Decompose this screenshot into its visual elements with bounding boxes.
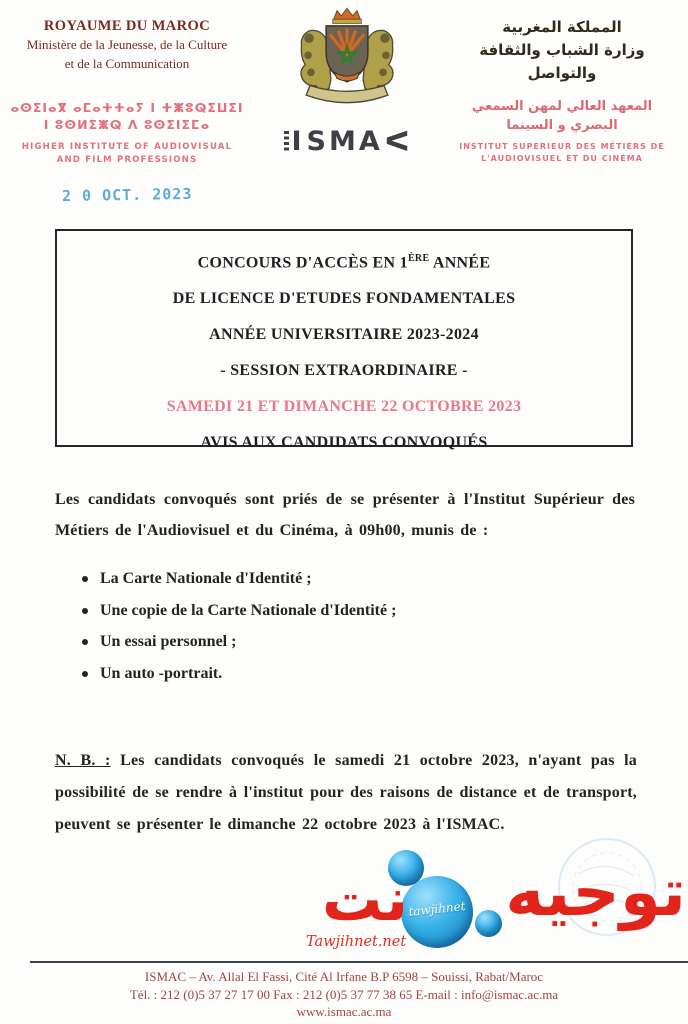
required-documents-list <box>100 563 600 689</box>
notice-title-line4: - SESSION EXTRAORDINAIRE - <box>220 362 468 380</box>
watermark-arabic-net: نت <box>322 865 409 935</box>
footer-contact-block <box>0 968 688 1021</box>
footer-website: www.ismac.ac.ma <box>296 1004 392 1019</box>
tawjihnet-watermark <box>300 848 688 966</box>
country-name: ROYAUME DU MAROC <box>43 18 211 34</box>
intro-paragraph: Les candidats convoqués sont priés de se présenter à l'Institut Supérieur des Métiers de l'Audiovisuel et du Cinéma, à 09h00, munis de : <box>55 491 635 539</box>
coat-of-arms-icon <box>281 103 413 120</box>
notice-dates-line: SAMEDI 21 ET DIMANCHE 22 OCTOBRE 2023 <box>166 398 522 416</box>
institute-name-english: HIGHER INSTITUTE OF AUDIOVISUAL AND FILM PROFESSIONS <box>21 142 233 165</box>
header-center-logo <box>252 4 442 158</box>
nota-bene-paragraph: N. B. : Les candidats convoqués le samedi 21 octobre 2023, n'ayant pas la possibilité de se rendre à l'institut pour des raisons de distance et de transport, peuvent se présenter le dimanche 22 octobre 2023 à l'ISMAC. <box>55 752 637 833</box>
header-right-arabic <box>442 16 682 165</box>
footer-divider <box>30 961 688 963</box>
institute-name-tifinagh: ⴰⵙⵉⵏⴰⴳ ⴰⵎⴰⵜⵜⴰⵢ ⵏ ⵜⵥⵓⵕⵉⵡⵉⵏ ⵏ ⵓⵙⵍⵉⵥⵕ ⴷ ⵓⵙⵉⵏⵉⵎⴰ <box>10 100 244 132</box>
footer-address: ISMAC – Av. Allal El Fassi, Cité Al Irfane B.P 6598 – Souissi, Rabat/Maroc <box>144 969 544 984</box>
watermark-sphere-label: tawjihnet <box>407 899 467 919</box>
list-item: Une copie de la Carte Nationale d'Identité ; <box>100 595 600 627</box>
footer-phone-fax-email: Tél. : 212 (0)5 37 27 17 00 Fax : 212 (0)5 37 77 38 65 E-mail : info@ismac.ac.ma <box>129 986 559 1002</box>
institute-name-french: INSTITUT SUPERIEUR DES MÉTIERS DE L'AUDIOVISUEL ET DU CINÉMA <box>459 142 665 163</box>
watermark-caption: Tawjihnet.net <box>306 934 407 950</box>
institute-name-arabic: المعهد العالي لمهن السمعي البصري و السينما <box>471 99 653 133</box>
list-item: La Carte Nationale d'Identité ; <box>100 563 600 595</box>
nota-bene-label: N. B. : <box>55 752 111 769</box>
list-item: Un essai personnel ; <box>100 626 600 658</box>
notice-title-line3: ANNÉE UNIVERSITAIRE 2023-2024 <box>209 326 479 344</box>
notice-title-line1: CONCOURS D'ACCÈS EN 1ÈRE ANNÉE <box>197 253 491 272</box>
film-strip-i-icon <box>284 131 289 153</box>
watermark-sphere-dot-icon <box>475 910 502 937</box>
kingdom-name-arabic: المملكة المغربية وزارة الشباب والثقافة والتواصل <box>479 18 645 82</box>
ismac-angular-c: ᐸ <box>384 125 410 158</box>
ministry-line1: Ministère de la Jeunesse, de la Culture <box>26 37 228 52</box>
watermark-sphere-big-icon <box>401 876 473 948</box>
list-item: Un auto -portrait. <box>100 658 600 690</box>
notice-title-line2: DE LICENCE D'ETUDES FONDAMENTALES <box>172 290 516 308</box>
watermark-arabic-tawjih: توجيه <box>505 854 686 931</box>
notice-title-line6: AVIS AUX CANDIDATS CONVOQUÉS <box>200 434 488 452</box>
ministry-line2: et de la Communication <box>64 56 190 71</box>
ismac-wordmark: I SMA ᐸ <box>252 125 442 158</box>
header-left-french <box>8 18 246 167</box>
received-date-stamp: 2 0 OCT. 2023 <box>61 184 193 206</box>
notice-title-box <box>55 229 633 452</box>
